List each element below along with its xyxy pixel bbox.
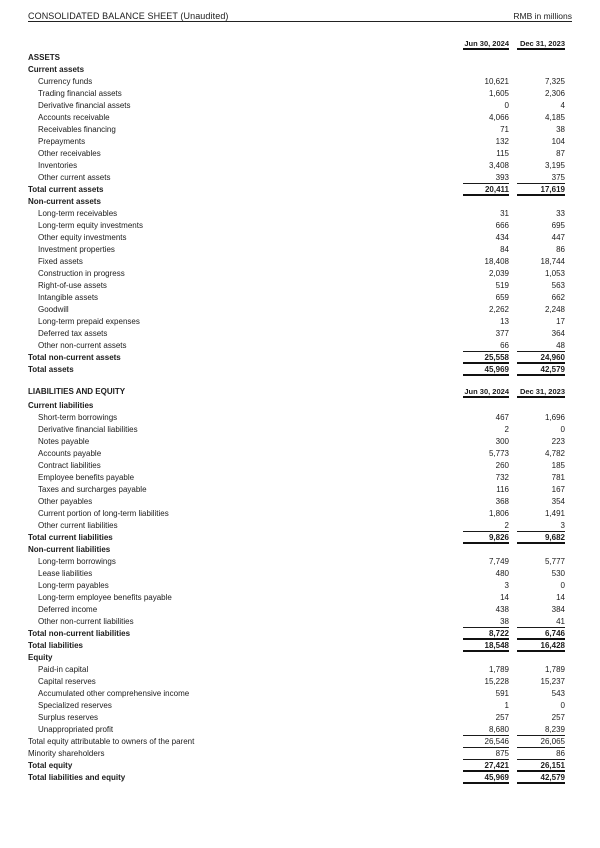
row-value-col2: 662 (551, 293, 565, 302)
row-value-col2 (517, 52, 565, 64)
row-value-col1: 31 (500, 209, 509, 218)
row-value-col2: 543 (551, 689, 565, 698)
row-value-col2: 8,239 (517, 724, 565, 736)
row-label: Accumulated other comprehensive income (38, 689, 190, 698)
row-value-col2: 1,696 (544, 413, 565, 422)
row-value-col2 (517, 544, 565, 556)
row-label: Currency funds (38, 77, 93, 86)
row-value-col1: 10,621 (484, 77, 509, 86)
row-value-col1: 115 (496, 149, 509, 158)
table-row (28, 520, 572, 532)
row-value-col2: 86 (517, 748, 565, 760)
table-row (28, 424, 572, 436)
row-value-col2: 6,746 (517, 628, 565, 640)
row-value-col2 (517, 652, 565, 664)
page-title: CONSOLIDATED BALANCE SHEET (Unaudited) (28, 11, 229, 21)
row-value-col2: 3,195 (544, 161, 565, 170)
row-label: Construction in progress (38, 269, 125, 278)
row-value-col2: 42,579 (517, 772, 565, 784)
row-value-col1: 2 (504, 425, 509, 434)
row-value-col2: 447 (551, 233, 565, 242)
assets-column-header-row (28, 38, 572, 50)
row-value-col1: 3 (504, 581, 509, 590)
row-label: Trading financial assets (38, 89, 122, 98)
table-row (28, 268, 572, 280)
row-value-col2: 17 (556, 317, 565, 326)
row-value-col1: 18,548 (463, 640, 509, 652)
row-value-col2: 2,248 (544, 305, 565, 314)
row-value-col2: 530 (551, 569, 565, 578)
row-value-col1: 15,228 (484, 677, 509, 686)
row-value-col1: 1,605 (488, 89, 509, 98)
row-value-col1: 84 (500, 245, 509, 254)
row-value-col1: 519 (495, 281, 509, 290)
row-label: Total current liabilities (28, 533, 113, 542)
table-row (28, 616, 572, 628)
row-value-col1: 45,969 (463, 772, 509, 784)
table-row (28, 352, 572, 364)
row-value-col1: 71 (500, 125, 509, 134)
row-label: Goodwill (38, 305, 69, 314)
row-value-col1: 368 (495, 497, 509, 506)
row-value-col1 (463, 652, 509, 664)
row-label: Fixed assets (38, 257, 83, 266)
column-header-jun-30-2024: Jun 30, 2024 (464, 387, 509, 396)
table-row (28, 736, 572, 748)
table-row (28, 112, 572, 124)
row-value-col2: 18,744 (540, 257, 565, 266)
row-value-col2: 17,619 (517, 184, 565, 196)
row-value-col1: 66 (463, 340, 509, 352)
table-row (28, 448, 572, 460)
table-row (28, 184, 572, 196)
table-row (28, 640, 572, 652)
row-value-col2: 48 (517, 340, 565, 352)
table-row (28, 772, 572, 784)
row-value-col1: 7,749 (488, 557, 509, 566)
row-value-col1: 434 (495, 233, 509, 242)
row-value-col2: 3 (517, 520, 565, 532)
row-label: Current assets (28, 65, 85, 74)
row-label: Right-of-use assets (38, 281, 107, 290)
table-row (28, 76, 572, 88)
row-value-col1: 591 (495, 689, 509, 698)
row-value-col2: 354 (551, 497, 565, 506)
row-value-col1: 467 (495, 413, 509, 422)
row-label: Equity (28, 653, 53, 662)
row-value-col2: 26,151 (517, 760, 565, 772)
row-label: Other non-current assets (38, 341, 127, 350)
table-row (28, 244, 572, 256)
row-value-col1: 1 (504, 701, 509, 710)
row-label: Surplus reserves (38, 713, 99, 722)
row-value-col1: 377 (495, 329, 509, 338)
row-value-col2: 781 (551, 473, 565, 482)
table-row (28, 712, 572, 724)
row-value-col2: 7,325 (544, 77, 565, 86)
row-label: Total equity (28, 761, 73, 770)
table-row (28, 232, 572, 244)
row-value-col1: 260 (495, 461, 509, 470)
row-value-col1: 300 (495, 437, 509, 446)
row-value-col1 (463, 544, 509, 556)
row-value-col2: 223 (551, 437, 565, 446)
row-value-col2: 41 (517, 616, 565, 628)
row-label: Prepayments (38, 137, 86, 146)
row-value-col1: 9,826 (463, 532, 509, 544)
row-label: Derivative financial liabilities (38, 425, 138, 434)
table-row (28, 316, 572, 328)
table-row (28, 280, 572, 292)
table-row (28, 88, 572, 100)
table-row (28, 724, 572, 736)
table-row (28, 688, 572, 700)
row-label: Total current assets (28, 185, 104, 194)
row-value-col1: 25,558 (463, 352, 509, 364)
table-row (28, 604, 572, 616)
row-label: Unappropriated profit (38, 725, 114, 734)
row-value-col1: 14 (500, 593, 509, 602)
table-row (28, 160, 572, 172)
row-label: Employee benefits payable (38, 473, 135, 482)
table-row (28, 196, 572, 208)
row-label: Lease liabilities (38, 569, 93, 578)
row-label: Specialized reserves (38, 701, 112, 710)
table-row (28, 760, 572, 772)
row-value-col2: 185 (551, 461, 565, 470)
row-value-col1: 132 (495, 137, 509, 146)
section-gap (28, 376, 572, 386)
row-value-col1: 8,722 (463, 628, 509, 640)
table-row (28, 544, 572, 556)
table-row (28, 700, 572, 712)
row-value-col2: 33 (556, 209, 565, 218)
row-label: Non-current liabilities (28, 545, 111, 554)
row-value-col2 (517, 64, 565, 76)
row-value-col1: 45,969 (463, 364, 509, 376)
row-value-col2: 563 (551, 281, 565, 290)
row-value-col2: 0 (560, 701, 565, 710)
row-label: Total liabilities and equity (28, 773, 126, 782)
row-value-col1: 666 (495, 221, 509, 230)
row-label: Current liabilities (28, 401, 94, 410)
row-value-col1: 0 (504, 101, 509, 110)
row-value-col2: 384 (551, 605, 565, 614)
row-value-col2: 42,579 (517, 364, 565, 376)
row-label: Accounts receivable (38, 113, 110, 122)
row-value-col1: 1,789 (488, 665, 509, 674)
row-label: Other current assets (38, 173, 111, 182)
row-value-col1: 659 (495, 293, 509, 302)
row-label: ASSETS (28, 53, 61, 62)
table-row (28, 652, 572, 664)
row-label: Contract liabilities (38, 461, 101, 470)
table-row (28, 52, 572, 64)
row-label: Total liabilities (28, 641, 83, 650)
row-label: Long-term equity investments (38, 221, 143, 230)
table-row (28, 532, 572, 544)
row-value-col1 (463, 52, 509, 64)
row-label: Long-term payables (38, 581, 109, 590)
row-label: Other equity investments (38, 233, 127, 242)
row-label: Derivative financial assets (38, 101, 131, 110)
row-label: Total non-current liabilities (28, 629, 131, 638)
table-row (28, 304, 572, 316)
row-label: Taxes and surcharges payable (38, 485, 147, 494)
row-label: Inventories (38, 161, 78, 170)
row-value-col1: 393 (463, 172, 509, 184)
table-row (28, 748, 572, 760)
column-header-dec-31-2023: Dec 31, 2023 (517, 386, 565, 398)
row-label: Intangible assets (38, 293, 99, 302)
row-value-col2: 0 (560, 581, 565, 590)
table-row (28, 220, 572, 232)
row-value-col2: 26,065 (517, 736, 565, 748)
table-row (28, 460, 572, 472)
row-value-col1: 38 (463, 616, 509, 628)
table-row (28, 628, 572, 640)
row-value-col1: 13 (500, 317, 509, 326)
table-row (28, 508, 572, 520)
row-value-col2: 86 (556, 245, 565, 254)
row-value-col2: 4 (560, 101, 565, 110)
row-value-col1: 4,066 (488, 113, 509, 122)
table-row (28, 208, 572, 220)
row-value-col2: 14 (556, 593, 565, 602)
row-value-col2 (517, 400, 565, 412)
table-row (28, 148, 572, 160)
table-row (28, 100, 572, 112)
row-value-col1 (463, 400, 509, 412)
row-label: Paid-in capital (38, 665, 89, 674)
row-label: Non-current assets (28, 197, 101, 206)
table-row (28, 172, 572, 184)
row-label: Current portion of long-term liabilities (38, 509, 169, 518)
row-label: Total assets (28, 365, 74, 374)
table-row (28, 400, 572, 412)
row-value-col1: 1,806 (488, 509, 509, 518)
row-label: Other current liabilities (38, 521, 118, 530)
row-label: Minority shareholders (28, 749, 105, 758)
table-row (28, 412, 572, 424)
row-value-col2: 1,053 (544, 269, 565, 278)
row-value-col1: 116 (496, 485, 509, 494)
row-label: Long-term employee benefits payable (38, 593, 172, 602)
table-row (28, 580, 572, 592)
row-value-col2: 0 (560, 425, 565, 434)
column-header-dec-31-2023: Dec 31, 2023 (517, 38, 565, 50)
row-value-col2: 257 (551, 713, 565, 722)
row-value-col1: 26,546 (463, 736, 509, 748)
row-label: Long-term receivables (38, 209, 118, 218)
row-value-col1: 3,408 (488, 161, 509, 170)
table-row (28, 472, 572, 484)
row-value-col2: 1,491 (544, 509, 565, 518)
row-value-col2: 24,960 (517, 352, 565, 364)
row-value-col1 (463, 196, 509, 208)
row-label: Other receivables (38, 149, 101, 158)
row-value-col2: 38 (556, 125, 565, 134)
table-row (28, 124, 572, 136)
row-value-col1: 438 (495, 605, 509, 614)
row-label: Other payables (38, 497, 93, 506)
row-value-col2: 695 (551, 221, 565, 230)
assets-table (28, 52, 572, 376)
table-row (28, 496, 572, 508)
row-value-col1: 18,408 (484, 257, 509, 266)
row-value-col2: 2,306 (544, 89, 565, 98)
row-value-col1 (463, 64, 509, 76)
row-label: Deferred income (38, 605, 98, 614)
table-row (28, 436, 572, 448)
table-row (28, 676, 572, 688)
row-value-col2: 5,777 (544, 557, 565, 566)
row-value-col1: 20,411 (463, 184, 509, 196)
table-row (28, 256, 572, 268)
table-row (28, 292, 572, 304)
row-value-col1: 875 (463, 748, 509, 760)
table-row (28, 664, 572, 676)
row-value-col1: 5,773 (488, 449, 509, 458)
row-value-col2: 16,428 (517, 640, 565, 652)
row-value-col1: 8,680 (463, 724, 509, 736)
row-value-col1: 2,262 (488, 305, 509, 314)
table-row (28, 340, 572, 352)
row-value-col1: 480 (495, 569, 509, 578)
row-value-col1: 27,421 (463, 760, 509, 772)
row-value-col2: 364 (551, 329, 565, 338)
liabilities-equity-heading: LIABILITIES AND EQUITY (28, 387, 126, 396)
row-value-col2: 1,789 (544, 665, 565, 674)
row-value-col1: 257 (495, 713, 509, 722)
row-value-col2: 87 (556, 149, 565, 158)
row-value-col2: 104 (551, 137, 565, 146)
row-value-col2: 15,237 (540, 677, 565, 686)
row-value-col1: 732 (495, 473, 509, 482)
table-row (28, 568, 572, 580)
table-row (28, 592, 572, 604)
row-label: Long-term prepaid expenses (38, 317, 140, 326)
row-value-col2: 9,682 (517, 532, 565, 544)
row-label: Notes payable (38, 437, 90, 446)
row-value-col2 (517, 196, 565, 208)
row-value-col1: 2 (463, 520, 509, 532)
table-row (28, 484, 572, 496)
table-row (28, 64, 572, 76)
row-value-col2: 4,185 (544, 113, 565, 122)
unit-label: RMB in millions (513, 11, 572, 21)
row-value-col2: 4,782 (544, 449, 565, 458)
table-row (28, 328, 572, 340)
liabilities-column-header-row (28, 386, 572, 398)
row-label: Short-term borrowings (38, 413, 118, 422)
row-value-col2: 375 (517, 172, 565, 184)
row-label: Deferred tax assets (38, 329, 108, 338)
row-value-col2: 167 (551, 485, 565, 494)
document-header (28, 0, 572, 22)
row-label: Investment properties (38, 245, 115, 254)
table-row (28, 556, 572, 568)
row-label: Accounts payable (38, 449, 102, 458)
row-label: Other non-current liabilities (38, 617, 134, 626)
row-label: Capital reserves (38, 677, 96, 686)
row-label: Long-term borrowings (38, 557, 116, 566)
row-label: Total non-current assets (28, 353, 121, 362)
table-row (28, 136, 572, 148)
column-header-jun-30-2024: Jun 30, 2024 (464, 39, 509, 48)
row-value-col1: 2,039 (488, 269, 509, 278)
liabilities-equity-table (28, 400, 572, 784)
table-row (28, 364, 572, 376)
row-label: Total equity attributable to owners of the parent (28, 737, 195, 746)
row-label: Receivables financing (38, 125, 116, 134)
